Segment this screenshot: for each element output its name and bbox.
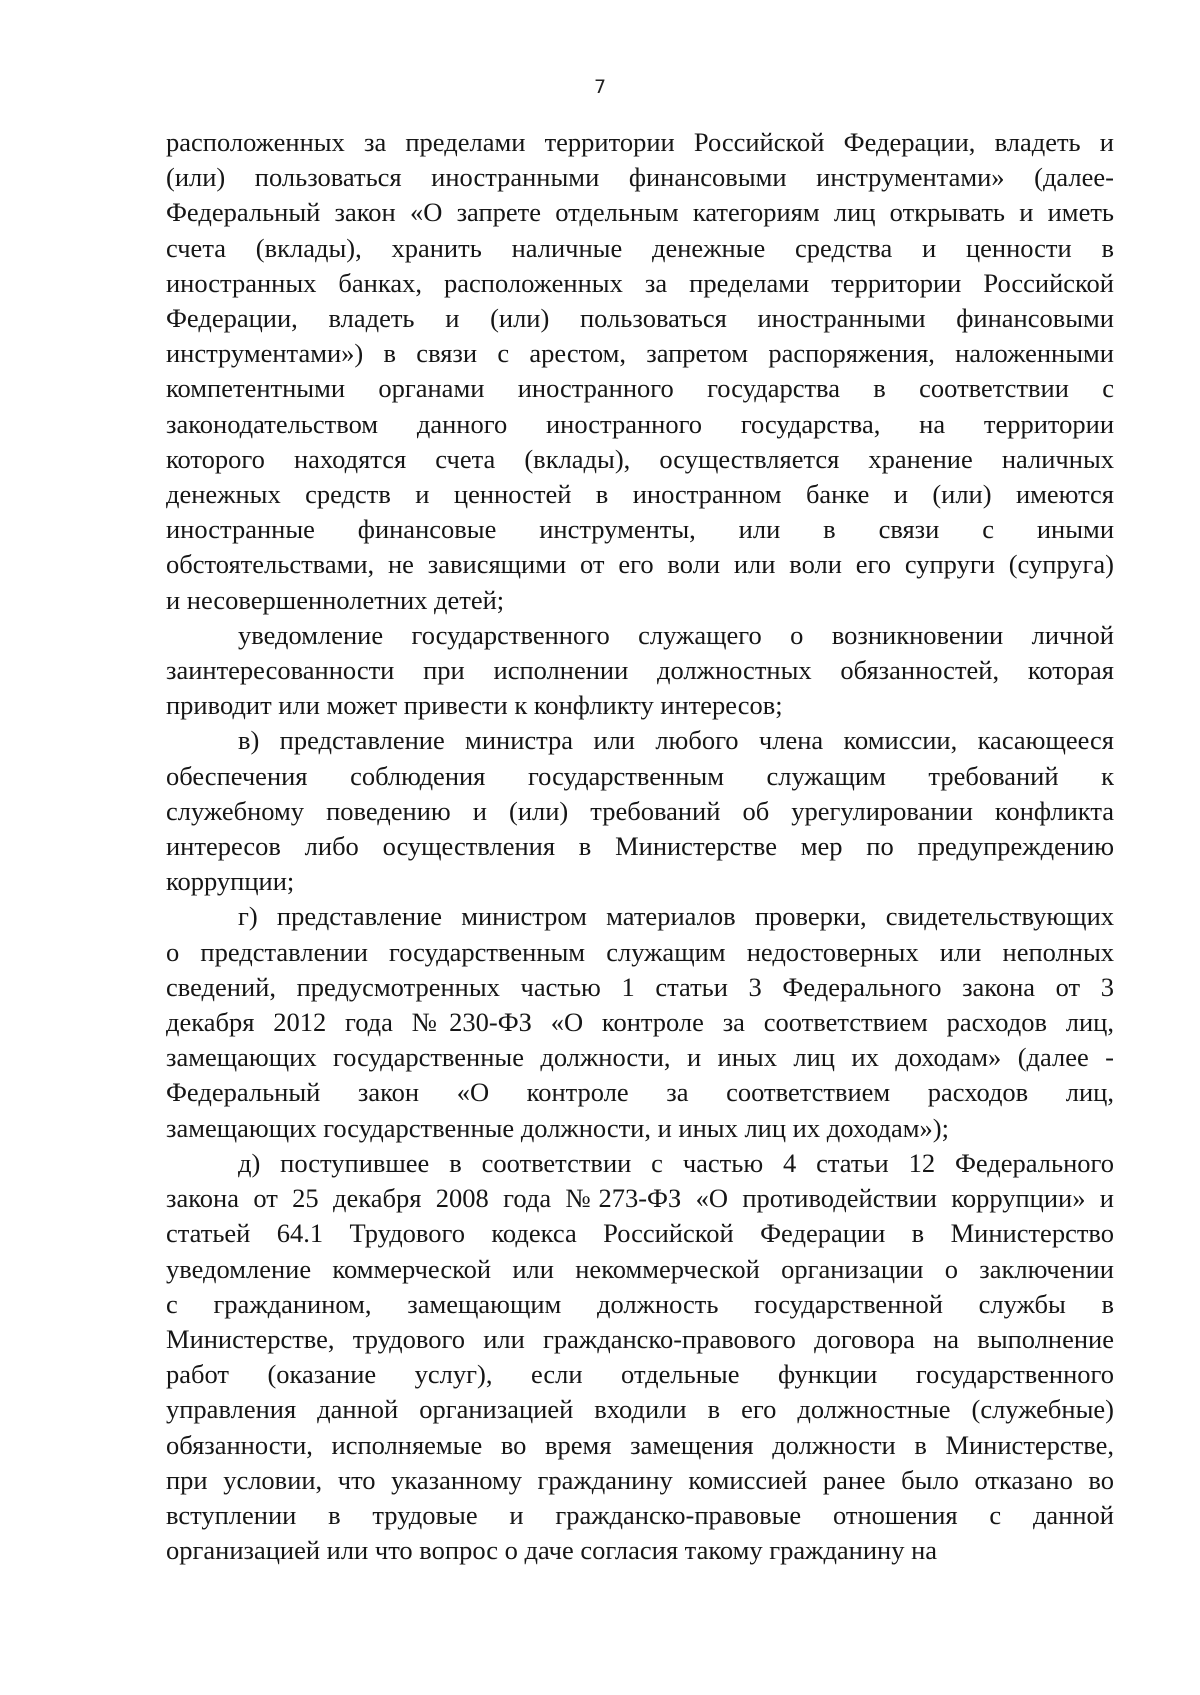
text-line: Федеральный закон «О контроле за соответствием расходов лиц, <box>166 1077 1114 1108</box>
document-body <box>166 125 1114 1568</box>
paragraph <box>166 125 1114 618</box>
text-line: иностранные финансовые инструменты, или в связи с иными <box>166 514 1114 545</box>
text-line: вступлении в трудовые и гражданско-правовые отношения с данной <box>166 1499 1114 1530</box>
text-line: заинтересованности при исполнении должностных обязанностей, которая <box>166 655 1114 686</box>
text-line: с гражданином, замещающим должность государственной службы в <box>166 1288 1114 1319</box>
text-line: д) поступившее в соответствии с частью 4 статьи 12 Федерального <box>238 1147 1114 1178</box>
text-line: приводит или может привести к конфликту интересов; <box>166 690 783 721</box>
text-line: законодательством данного иностранного государства, на территории <box>166 408 1114 439</box>
text-line: уведомление государственного служащего о возникновении личной <box>238 619 1114 650</box>
text-line: компетентными органами иностранного государства в соответствии с <box>166 373 1114 404</box>
paragraph <box>166 1146 1114 1568</box>
text-line: закона от 25 декабря 2008 года №273-ФЗ «О противодействии коррупции» и <box>166 1183 1114 1214</box>
text-line: обязанности, исполняемые во время замещения должности в Министерстве, <box>166 1429 1114 1460</box>
text-line: при условии, что указанному гражданину комиссией ранее было отказано во <box>166 1464 1114 1495</box>
text-line: инструментами») в связи с арестом, запретом распоряжения, наложенными <box>166 338 1114 369</box>
text-line: в) представление министра или любого члена комиссии, касающееся <box>238 725 1114 756</box>
text-line: г) представление министром материалов проверки, свидетельствующих <box>238 901 1114 932</box>
paragraph <box>166 723 1114 899</box>
text-line: коррупции; <box>166 866 295 897</box>
page-number: 7 <box>593 76 607 98</box>
text-line: (или) пользоваться иностранными финансовыми инструментами» (далее- <box>166 162 1114 193</box>
text-line: иностранных банках, расположенных за пределами территории Российской <box>166 267 1114 298</box>
text-line: интересов либо осуществления в Министерстве мер по предупреждению <box>166 831 1114 862</box>
text-line: сведений, предусмотренных частью 1 статьи 3 Федерального закона от 3 <box>166 971 1114 1002</box>
text-line: счета (вклады), хранить наличные денежные средства и ценности в <box>166 232 1114 263</box>
text-line: служебному поведению и (или) требований об урегулировании конфликта <box>166 795 1114 826</box>
text-line: уведомление коммерческой или некоммерческой организации о заключении <box>166 1253 1114 1284</box>
text-line: Федерации, владеть и (или) пользоваться иностранными финансовыми <box>166 303 1114 334</box>
text-line: управления данной организацией входили в его должностные (служебные) <box>166 1394 1114 1425</box>
text-line: расположенных за пределами территории Российской Федерации, владеть и <box>166 127 1114 157</box>
text-line: работ (оказание услуг), если отдельные функции государственного <box>166 1359 1114 1390</box>
text-line: Министерстве, трудового или гражданско-правового договора на выполнение <box>166 1323 1114 1354</box>
paragraph <box>166 618 1114 724</box>
text-line: организацией или что вопрос о даче согласия такому гражданину на <box>166 1535 938 1566</box>
text-line: замещающих государственные должности, и иных лиц их доходам» (далее - <box>166 1042 1114 1073</box>
text-line: декабря 2012 года №230-ФЗ «О контроле за соответствием расходов лиц, <box>166 1007 1114 1038</box>
text-line: обстоятельствами, не зависящими от его воли или воли его супруги (супруга) <box>166 549 1114 580</box>
text-line: Федеральный закон «О запрете отдельным категориям лиц открывать и иметь <box>166 197 1114 228</box>
text-line: которого находятся счета (вклады), осуществляется хранение наличных <box>166 443 1114 474</box>
text-line: денежных средств и ценностей в иностранном банке и (или) имеются <box>166 479 1114 510</box>
text-line: о представлении государственным служащим недостоверных или неполных <box>166 936 1114 967</box>
paragraph <box>166 899 1114 1145</box>
text-line: статьей 64.1 Трудового кодекса Российской Федерации в Министерство <box>166 1218 1114 1249</box>
text-line: обеспечения соблюдения государственным служащим требований к <box>166 760 1114 791</box>
text-line: замещающих государственные должности, и иных лиц их доходам»); <box>166 1112 949 1143</box>
text-line: и несовершеннолетних детей; <box>166 584 505 615</box>
